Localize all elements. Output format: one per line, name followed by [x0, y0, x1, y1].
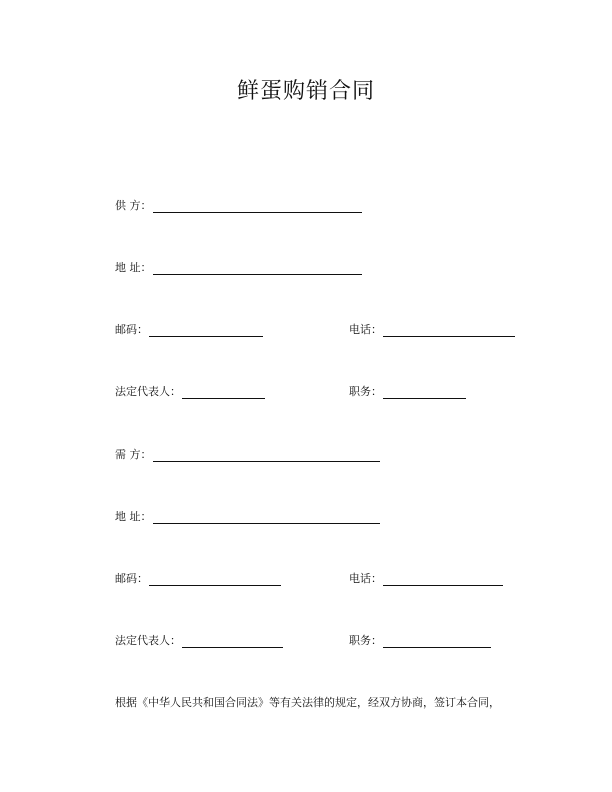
contract-title: 鲜蛋购销合同 — [236, 79, 375, 104]
buyer-address-blank[interactable] — [153, 511, 380, 524]
supplier-phone-row — [349, 323, 515, 337]
buyer-blank[interactable] — [153, 449, 380, 462]
buyer-representative-label: 法定代表人： — [115, 634, 181, 647]
buyer-phone-row — [349, 572, 503, 586]
buyer-postcode-row — [115, 572, 281, 586]
buyer-postcode-label: 邮码： — [115, 572, 148, 585]
buyer-position-blank[interactable] — [383, 635, 491, 648]
buyer-address-label: 地 址： — [115, 510, 152, 523]
supplier-postcode-blank[interactable] — [149, 324, 263, 337]
supplier-phone-label: 电话： — [349, 323, 382, 336]
supplier-label: 供 方： — [115, 199, 152, 212]
buyer-phone-label: 电话： — [349, 572, 382, 585]
supplier-postcode-row — [115, 323, 263, 337]
supplier-postcode-label: 邮码： — [115, 323, 148, 336]
supplier-address-label: 地 址： — [115, 261, 152, 274]
supplier-address-blank[interactable] — [153, 262, 362, 275]
supplier-row — [115, 199, 362, 213]
buyer-address-row — [115, 510, 380, 524]
supplier-representative-label: 法定代表人： — [115, 385, 181, 398]
intro-paragraph: 根据《中华人民共和国合同法》等有关法律的规定，经双方协商，签订本合同， — [115, 696, 500, 709]
buyer-row — [115, 448, 380, 462]
supplier-blank[interactable] — [153, 200, 362, 213]
buyer-postcode-blank[interactable] — [149, 573, 281, 586]
supplier-position-label: 职务： — [349, 385, 382, 398]
supplier-position-row — [349, 385, 466, 399]
buyer-position-row — [349, 634, 491, 648]
buyer-representative-row — [115, 634, 283, 648]
supplier-representative-blank[interactable] — [182, 386, 265, 399]
supplier-representative-row — [115, 385, 265, 399]
supplier-position-blank[interactable] — [383, 386, 466, 399]
supplier-phone-blank[interactable] — [383, 324, 515, 337]
buyer-label: 需 方： — [115, 448, 152, 461]
buyer-phone-blank[interactable] — [383, 573, 503, 586]
buyer-representative-blank[interactable] — [182, 635, 283, 648]
supplier-address-row — [115, 261, 362, 275]
buyer-position-label: 职务： — [349, 634, 382, 647]
